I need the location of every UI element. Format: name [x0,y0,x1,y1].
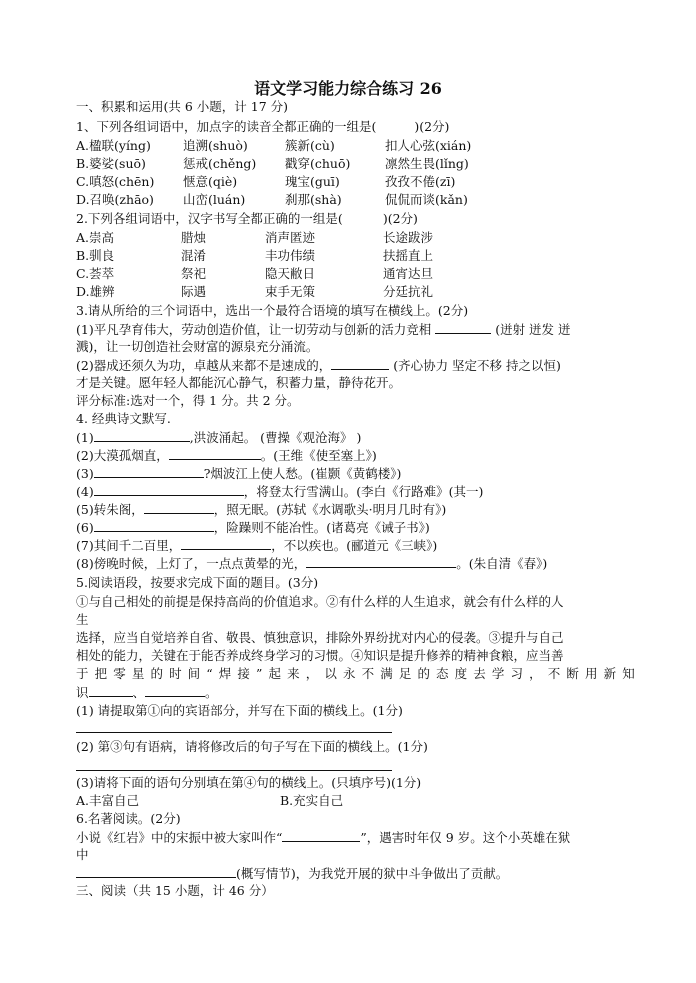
fill-blank[interactable] [145,683,205,697]
q2-option-1-1[interactable]: A.崇高 [76,230,115,245]
page-title: 语文学习能力综合练习 26 [254,79,442,98]
fill-blank[interactable] [144,500,214,514]
passage-line: ①与自己相处的前提是保持高尚的价值追求。②有什么样的人生追求，就会有什么样的人 [76,594,564,609]
fill-blank[interactable] [89,683,133,697]
question-6-line-1: 小说《红岩》中的宋振中被大家叫作“ ”，遇害时年仅 9 岁。这个小英雄在狱 [76,830,571,845]
passage-line: 选择，应当自觉培养自省、敬畏、慎独意识，排除外界纷扰对内心的侵袭。③提升与自己 [76,630,564,645]
q1-option-4-1[interactable]: D.召唤(zhāo) [76,192,154,207]
passage-line: 相处的能力，关键在于能否养成终身学习的习惯。④知识是提升修养的精神食粮，应当善 [76,648,564,663]
question-3-stem: 3.请从所给的三个词语中，选出一个最符合语境的填写在横线上。(2分) [76,303,469,318]
q1-option-1-3: 簇新(cù) [285,138,335,153]
option-a: A.丰富自己 [76,793,140,808]
q2-option-3-4: 通宵达旦 [383,266,434,281]
q1-option-2-1[interactable]: B.婆娑(suō) [76,156,146,171]
q2-option-4-3: 束手无策 [265,284,316,299]
q1-option-4-3: 刹那(shà) [285,192,342,207]
section-1-heading: 一、积累和运用(共 6 小题，计 17 分) [76,99,289,114]
question-3-scoring: 评分标准:选对一个，得 1 分。共 2 分。 [76,393,300,408]
fill-blank[interactable] [94,428,190,442]
dictation-item: (8)傍晚时候，上灯了，一点点黄晕的光， 。(朱自清《春》) [76,556,548,571]
question-4-stem: 4. 经典诗文默写. [76,411,171,426]
q2-option-1-4: 长途跋涉 [383,230,434,245]
dictation-item: (4) ，将登太行雪满山。(李白《行路难》(其一) [76,484,484,499]
q2-option-2-1[interactable]: B.驯良 [76,248,115,263]
fill-blank[interactable] [169,446,261,460]
q1-option-2-2: 惩戒(chěng) [183,156,257,171]
fill-blank[interactable] [94,464,204,478]
question-5-stem: 5.阅读语段，按要求完成下面的题目。(3分) [76,575,319,590]
q1-option-2-4: 凛然生畏(lǐng) [385,156,469,171]
question-5-sub-3: (3)请将下面的语句分别填在第④句的横线上。(只填序号)(1分) [76,775,422,790]
q1-option-1-2: 追溯(shuò) [183,138,248,153]
fill-blank[interactable] [435,320,491,334]
fill-blank[interactable] [282,828,360,842]
question-5-sub-1: (1) 请提取第①向的宾语部分，并写在下面的横线上。(1分) [76,703,403,718]
fill-blank[interactable] [331,356,389,370]
fill-blank[interactable] [181,536,271,550]
q2-option-3-2: 祭祀 [181,266,207,281]
question-3-line-4: 才是关键。愿年轻人都能沉心静气，积蓄力量，静待花开。 [76,375,402,390]
q1-option-2-3: 戳穿(chuō) [285,156,351,171]
q1-option-3-1[interactable]: C.嗔怒(chēn) [76,174,155,189]
question-6-line-3: (概写情节)，为我党开展的狱中斗争做出了贡献。 [76,864,636,883]
fill-blank[interactable] [94,518,214,532]
q1-option-4-4: 侃侃而谈(kǎn) [385,192,468,207]
passage-line: 识 、 。 [76,685,218,700]
q2-option-4-2: 际遇 [181,284,207,299]
dictation-item: (6) ，险躁则不能冶性。(诸葛亮《诫子书》) [76,520,430,535]
q2-option-2-4: 扶摇直上 [383,248,434,263]
q2-option-2-3: 丰功伟绩 [265,248,316,263]
q1-option-3-4: 孜孜不倦(zī) [385,174,456,189]
question-1-stem: 1、下列各组词语中，加点字的读音全都正确的一组是( )(2分) [76,119,450,134]
answer-line[interactable] [76,732,392,733]
dictation-item: (2)大漠孤烟直， 。(王维《使至塞上》) [76,448,377,463]
q2-option-1-3: 消声匿迹 [265,230,316,245]
q2-option-1-2: 腊烛 [181,230,207,245]
dictation-item: (5)转朱阁， ，照无眠。(苏轼《水调歌头·明月几时有》) [76,502,447,517]
fill-blank[interactable] [306,554,456,568]
question-3-line-1: (1)平凡孕育伟大，劳动创造价值，让一切劳动与创新的活力竞相 (迸射 迸发 迸 [76,322,571,337]
q1-option-1-4: 扣人心弦(xián) [385,138,472,153]
question-2-stem: 2.下列各组词语中，汉字书写全都正确的一组是( )(2分) [76,211,418,226]
question-3-line-3: (2)器成还须久为功，卓越从来都不是速成的， (齐心协力 坚定不移 持之以恒) [76,358,561,373]
section-3-heading: 三、阅读（共 15 小题，计 46 分） [76,883,274,898]
q1-option-3-2: 惬意(qiè) [183,174,238,189]
question-6-line-2: 中 [76,847,89,862]
answer-line[interactable] [76,770,392,771]
q1-option-1-1[interactable]: A.楹联(yíng) [76,138,151,153]
fill-blank[interactable] [94,482,244,496]
passage-line: 生 [76,612,89,627]
q2-option-3-3: 隐天敝日 [265,266,316,281]
q2-option-4-4: 分廷抗礼 [383,284,434,299]
question-5-sub-2: (2) 第③句有语病，请将修改后的句子写在下面的横线上。(1分) [76,739,428,754]
q1-option-4-2: 山峦(luán) [183,192,246,207]
fill-blank[interactable] [76,864,236,878]
q2-option-4-1[interactable]: D.雄辨 [76,284,115,299]
dictation-item: (1) ,洪波涌起。 (曹操《观沧海》 ) [76,430,362,445]
q2-option-2-2: 混淆 [181,248,207,263]
dictation-item: (3) ?烟波江上使人愁。(崔颢《黄鹤楼》) [76,466,402,481]
q1-option-3-3: 瑰宝(guī) [285,174,340,189]
question-3-line-2: 溅)，让一切创造社会财富的源泉充分涌流。 [76,339,319,354]
question-6-stem: 6.名著阅读。(2分) [76,811,181,826]
q2-option-3-1[interactable]: C.荟萃 [76,266,115,281]
option-b: B.充实自己 [280,793,344,808]
dictation-item: (7)其间千二百里， ，不以疾也。(郦道元《三峡》) [76,538,438,553]
passage-line: 于把零星的时间“焊接”起来，以永不满足的态度去学习，不断用新知 [76,666,636,681]
